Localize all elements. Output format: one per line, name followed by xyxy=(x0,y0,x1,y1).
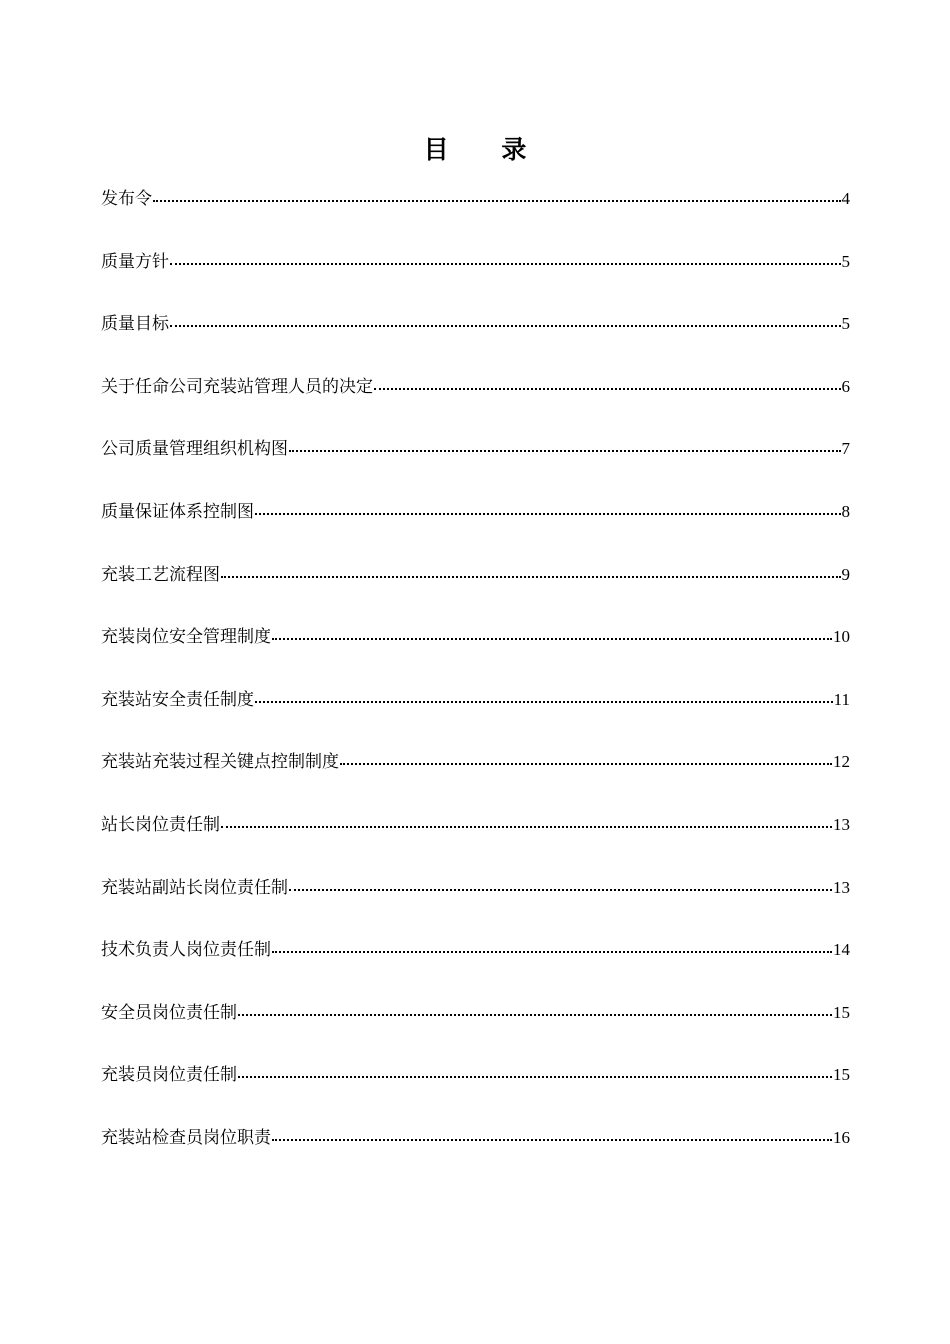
toc-dot-leader xyxy=(289,450,841,452)
toc-entry-label: 公司质量管理组织机构图 xyxy=(101,439,288,460)
toc-entry-page: 13 xyxy=(833,877,850,897)
toc-entry-13[interactable] xyxy=(101,935,850,998)
toc-entry-label: 充装站检查员岗位职责 xyxy=(101,1127,271,1148)
toc-entry-label: 充装员岗位责任制 xyxy=(101,1065,237,1086)
toc-dot-leader xyxy=(272,638,832,640)
toc-dot-leader xyxy=(255,513,841,515)
toc-entry-page: 7 xyxy=(841,439,850,459)
toc-dot-leader xyxy=(238,1076,832,1078)
toc-entry-page: 5 xyxy=(841,251,850,271)
toc-entry-label: 充装岗位安全管理制度 xyxy=(101,627,271,648)
toc-entry-label: 充装站充装过程关键点控制制度 xyxy=(101,752,339,773)
toc-entry-page: 12 xyxy=(833,752,850,772)
toc-entry-page: 5 xyxy=(841,314,850,334)
toc-entry-page: 14 xyxy=(833,940,850,960)
toc-entry-15[interactable] xyxy=(101,1060,850,1123)
toc-entry-11[interactable] xyxy=(101,810,850,873)
toc-entry-9[interactable] xyxy=(101,685,850,748)
toc-entry-4[interactable] xyxy=(101,372,850,435)
toc-entry-label: 充装站安全责任制度 xyxy=(101,689,254,710)
toc-entry-label: 关于任命公司充装站管理人员的决定 xyxy=(101,376,373,397)
toc-dot-leader xyxy=(153,200,841,202)
toc-dot-leader xyxy=(272,951,832,953)
toc-dot-leader xyxy=(221,576,841,578)
toc-entry-label: 充装站副站长岗位责任制 xyxy=(101,877,288,898)
toc-entry-label: 质量方针 xyxy=(101,251,169,272)
toc-entry-2[interactable] xyxy=(101,247,850,310)
toc-entry-6[interactable] xyxy=(101,497,850,560)
toc-entry-7[interactable] xyxy=(101,560,850,623)
toc-dot-leader xyxy=(272,1139,832,1141)
toc-entry-14[interactable] xyxy=(101,998,850,1061)
toc-entry-label: 技术负责人岗位责任制 xyxy=(101,940,271,961)
toc-dot-leader xyxy=(289,889,832,891)
toc-dot-leader xyxy=(221,826,832,828)
toc-dot-leader xyxy=(170,263,841,265)
toc-entry-page: 4 xyxy=(841,189,850,208)
toc-entry-page: 15 xyxy=(833,1002,850,1022)
toc-dot-leader xyxy=(255,701,833,703)
toc-entry-page: 6 xyxy=(841,376,850,396)
toc-entry-16[interactable] xyxy=(101,1123,850,1186)
toc-entry-12[interactable] xyxy=(101,873,850,936)
toc-entry-label: 质量保证体系控制图 xyxy=(101,501,254,522)
toc-entry-1[interactable] xyxy=(101,184,850,247)
toc-entry-5[interactable] xyxy=(101,434,850,497)
toc-entry-label: 发布令 xyxy=(101,189,152,209)
toc-entry-page: 10 xyxy=(833,627,850,647)
toc-entry-page: 13 xyxy=(833,814,850,834)
toc-dot-leader xyxy=(340,763,832,765)
toc-entry-page: 15 xyxy=(833,1065,850,1085)
toc-list xyxy=(101,184,850,1186)
toc-entry-3[interactable] xyxy=(101,309,850,372)
toc-dot-leader xyxy=(374,388,841,390)
toc-title: 目 录 xyxy=(423,135,549,164)
toc-entry-label: 质量目标 xyxy=(101,314,169,335)
toc-dot-leader xyxy=(238,1014,832,1016)
toc-dot-leader xyxy=(170,325,841,327)
toc-entry-page: 8 xyxy=(841,501,850,521)
toc-entry-label: 安全员岗位责任制 xyxy=(101,1002,237,1023)
toc-entry-page: 11 xyxy=(833,689,850,709)
toc-entry-10[interactable] xyxy=(101,747,850,810)
toc-entry-page: 16 xyxy=(833,1127,850,1147)
toc-entry-label: 充装工艺流程图 xyxy=(101,564,220,585)
toc-entry-label: 站长岗位责任制 xyxy=(101,814,220,835)
toc-entry-page: 9 xyxy=(841,564,850,584)
toc-entry-8[interactable] xyxy=(101,622,850,685)
